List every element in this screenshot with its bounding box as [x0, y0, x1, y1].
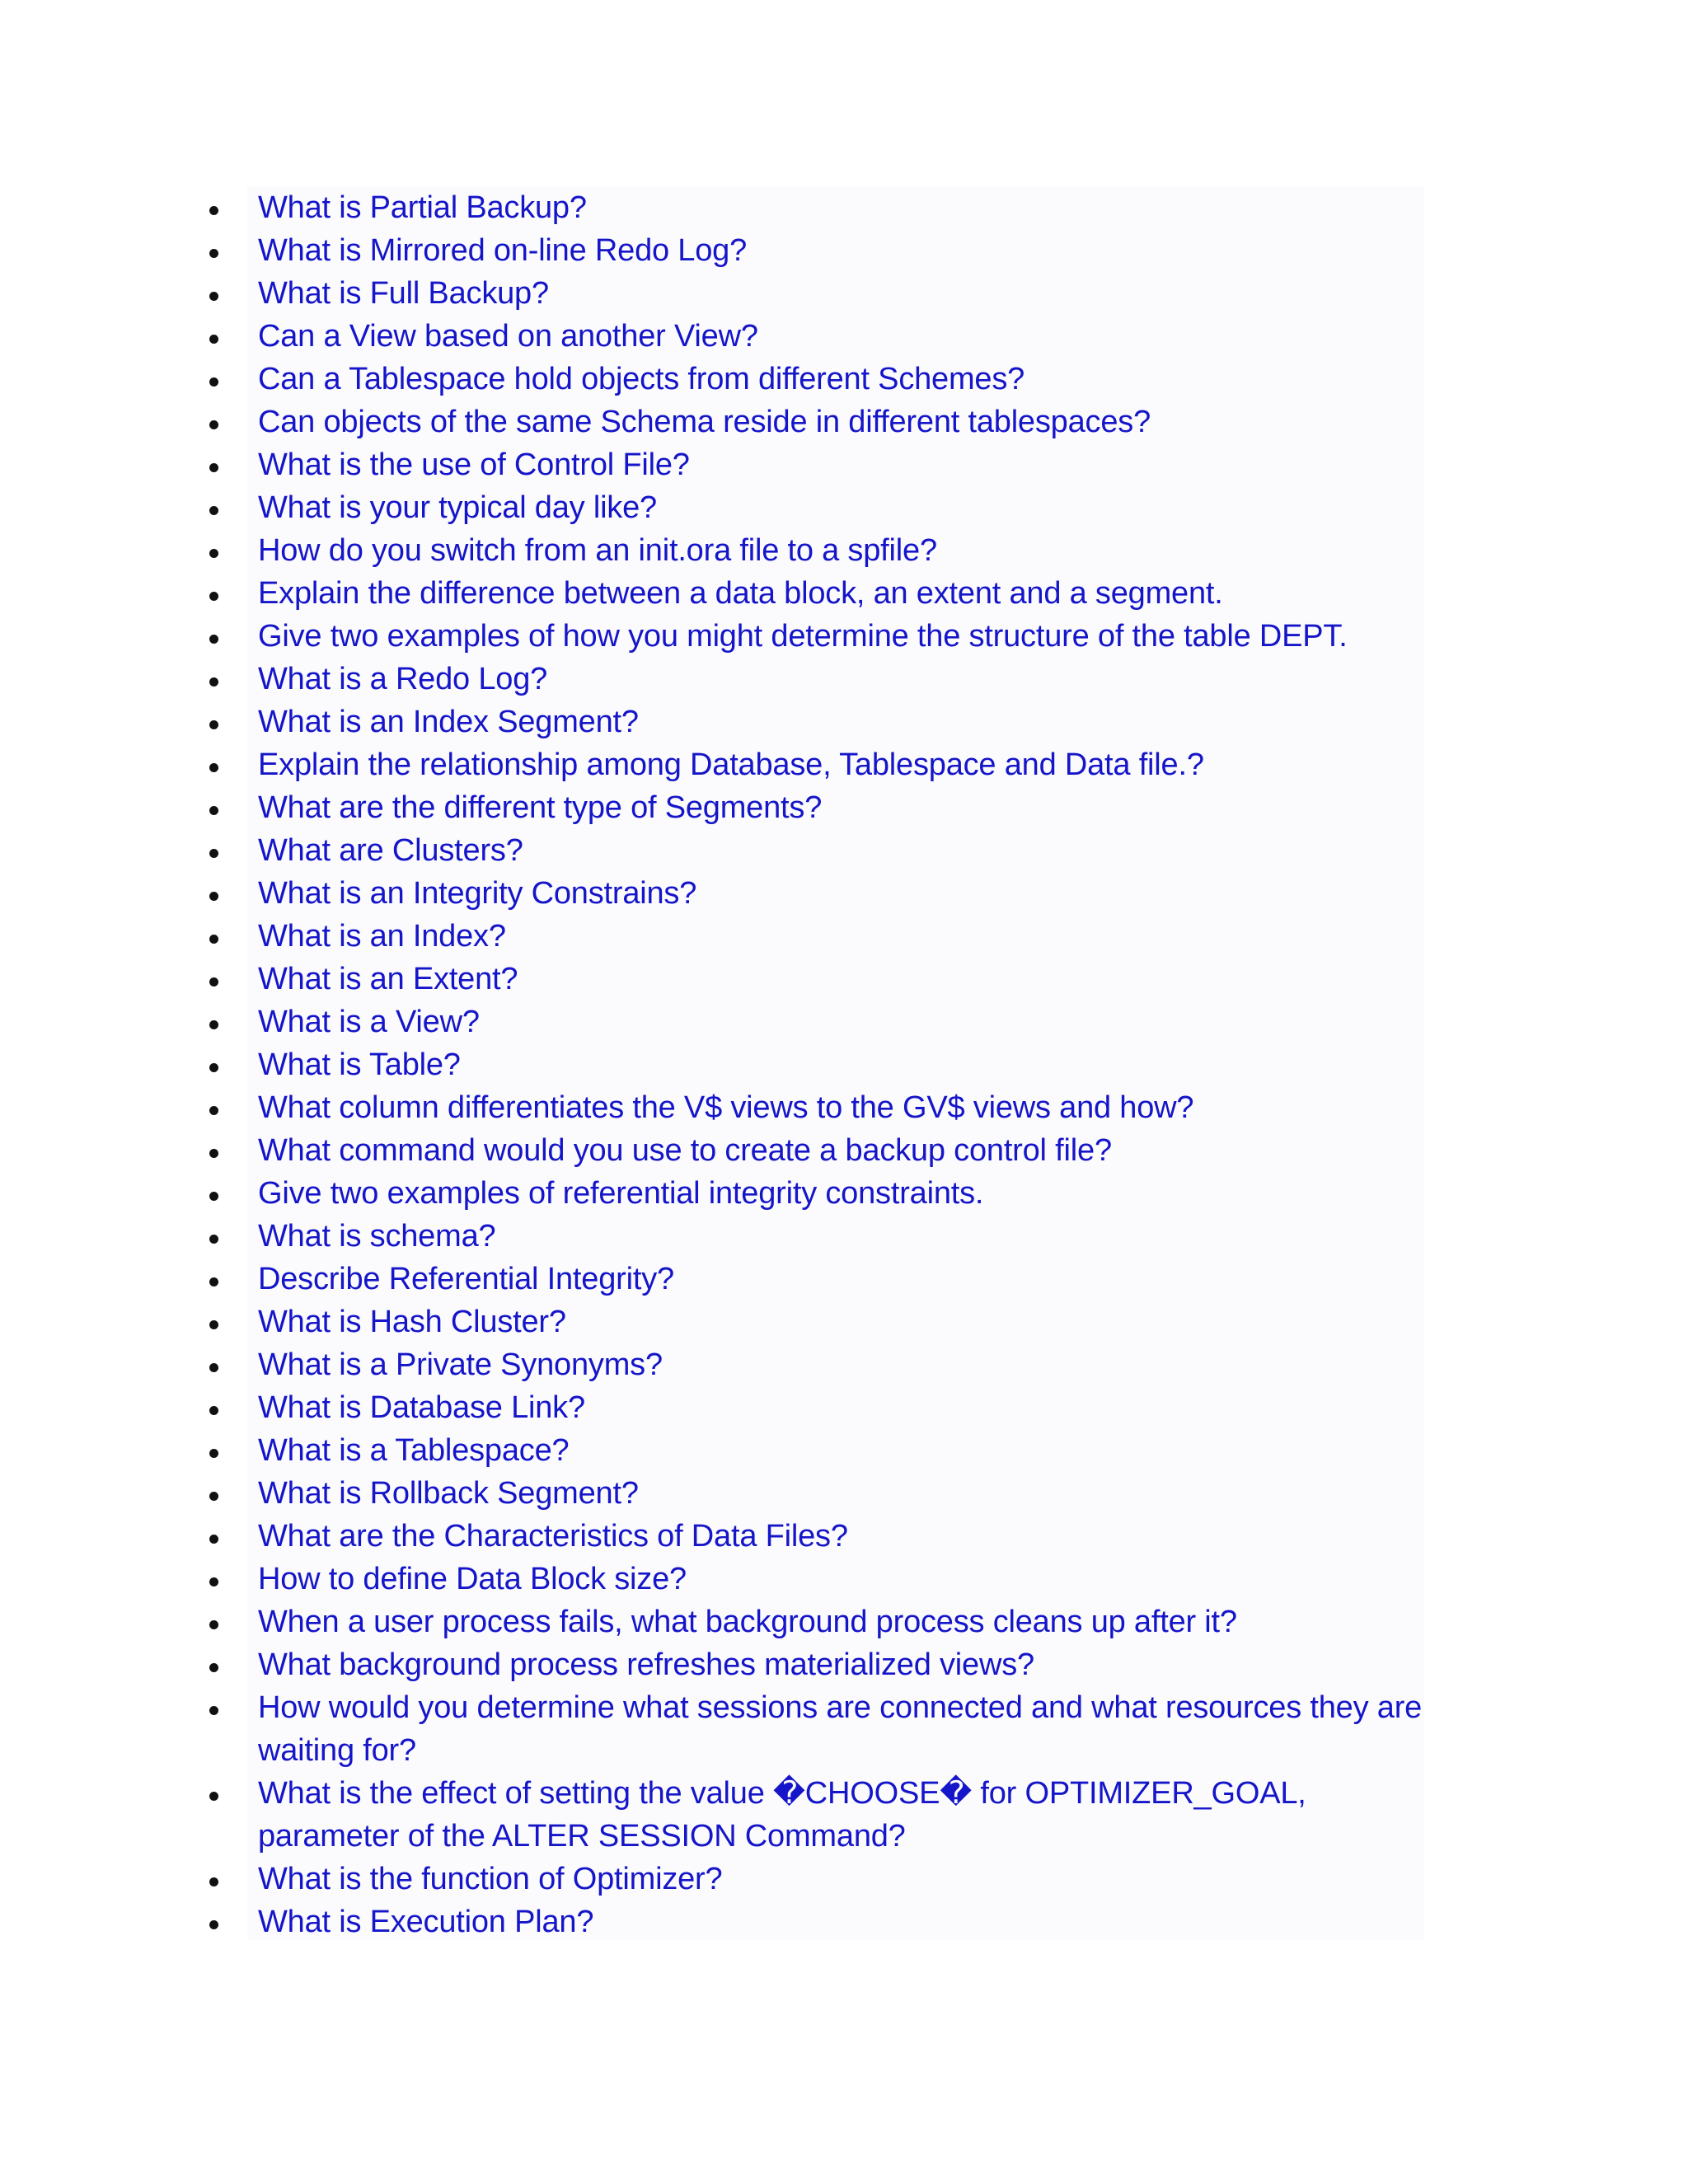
question-item — [0, 572, 1428, 615]
bullet-icon — [209, 1920, 218, 1929]
question-link[interactable]: How would you determine what sessions are connected and what resources they are waiting for? — [258, 1690, 1423, 1768]
question-item — [0, 743, 1428, 786]
bullet-icon — [209, 977, 218, 987]
bullet-icon — [209, 1877, 218, 1886]
question-link[interactable]: What is the function of Optimizer? — [258, 1862, 723, 1896]
question-link[interactable]: What is Execution Plan? — [258, 1905, 594, 1939]
bullet-icon — [209, 677, 218, 687]
question-item — [0, 872, 1428, 915]
question-item — [0, 443, 1428, 486]
question-item — [0, 1900, 1428, 1943]
bullet-icon — [209, 935, 218, 944]
question-link[interactable]: Give two examples of referential integrity constraints. — [258, 1176, 984, 1211]
bullet-icon — [209, 1235, 218, 1244]
question-item — [0, 1686, 1428, 1772]
question-item — [0, 401, 1428, 443]
bullet-icon — [209, 1063, 218, 1072]
bullet-icon — [209, 1620, 218, 1629]
bullet-icon — [209, 1149, 218, 1158]
question-link[interactable]: Explain the relationship among Database, Tablespace and Data file.? — [258, 748, 1204, 782]
question-item — [0, 1643, 1428, 1686]
question-item — [0, 786, 1428, 829]
question-item — [0, 1343, 1428, 1386]
question-link[interactable]: What is a View? — [258, 1005, 480, 1039]
question-link[interactable]: What is an Integrity Constrains? — [258, 876, 697, 911]
bullet-icon — [209, 1449, 218, 1458]
question-item — [0, 1386, 1428, 1429]
question-link[interactable]: What is Table? — [258, 1047, 461, 1082]
bullet-icon — [209, 463, 218, 472]
question-link[interactable]: What is Full Backup? — [258, 276, 549, 311]
question-item — [0, 1515, 1428, 1558]
question-item — [0, 1472, 1428, 1515]
question-list — [0, 186, 1688, 1943]
question-item — [0, 358, 1428, 401]
question-item — [0, 1086, 1428, 1129]
bullet-icon — [209, 763, 218, 772]
bullet-icon — [209, 249, 218, 258]
question-link[interactable]: What are Clusters? — [258, 833, 523, 868]
question-link[interactable]: What is Partial Backup? — [258, 190, 587, 225]
bullet-icon — [209, 1492, 218, 1501]
bullet-icon — [209, 806, 218, 815]
question-link[interactable]: What is schema? — [258, 1219, 496, 1254]
question-link[interactable]: What is a Redo Log? — [258, 662, 548, 696]
question-item — [0, 529, 1428, 572]
question-link[interactable]: What is a Private Synonyms? — [258, 1347, 663, 1382]
question-link[interactable]: What is Hash Cluster? — [258, 1305, 566, 1339]
bullet-icon — [209, 1663, 218, 1672]
question-link[interactable]: What is Database Link? — [258, 1390, 585, 1425]
question-item — [0, 658, 1428, 701]
question-item — [0, 1858, 1428, 1900]
bullet-icon — [209, 420, 218, 429]
bullet-icon — [209, 1106, 218, 1115]
bullet-icon — [209, 292, 218, 301]
bullet-icon — [209, 1406, 218, 1415]
question-item — [0, 186, 1428, 229]
question-item — [0, 1129, 1428, 1172]
bullet-icon — [209, 1192, 218, 1201]
question-item — [0, 1258, 1428, 1301]
question-item — [0, 829, 1428, 872]
question-item — [0, 1215, 1428, 1258]
bullet-icon — [209, 1020, 218, 1029]
bullet-icon — [209, 1363, 218, 1372]
question-link[interactable]: How do you switch from an init.ora file to a spfile? — [258, 533, 937, 568]
bullet-icon — [209, 377, 218, 387]
question-link[interactable]: How to define Data Block size? — [258, 1562, 687, 1596]
question-item — [0, 272, 1428, 315]
question-link[interactable]: What is your typical day like? — [258, 490, 657, 525]
question-link[interactable]: What is a Tablespace? — [258, 1433, 570, 1468]
question-item — [0, 1043, 1428, 1086]
question-item — [0, 315, 1428, 358]
bullet-icon — [209, 720, 218, 729]
bullet-icon — [209, 1792, 218, 1801]
question-item — [0, 1001, 1428, 1043]
question-link[interactable]: What background process refreshes materialized views? — [258, 1647, 1034, 1682]
question-item — [0, 229, 1428, 272]
question-link[interactable]: What is Rollback Segment? — [258, 1476, 639, 1511]
bullet-icon — [209, 206, 218, 215]
question-item — [0, 615, 1428, 658]
question-link[interactable]: Can objects of the same Schema reside in different tablespaces? — [258, 405, 1151, 439]
question-item — [0, 958, 1428, 1001]
question-link[interactable]: What is an Index? — [258, 919, 506, 954]
question-item — [0, 1172, 1428, 1215]
question-item — [0, 486, 1428, 529]
question-item — [0, 915, 1428, 958]
bullet-icon — [209, 1577, 218, 1586]
question-link[interactable]: What command would you use to create a backup control file? — [258, 1133, 1112, 1168]
question-item — [0, 1772, 1428, 1858]
question-link[interactable]: What is an Index Segment? — [258, 705, 639, 739]
question-item — [0, 1558, 1428, 1601]
bullet-icon — [209, 849, 218, 858]
question-item — [0, 1601, 1428, 1643]
bullet-icon — [209, 592, 218, 601]
bullet-icon — [209, 506, 218, 515]
question-link[interactable]: Give two examples of how you might determine the structure of the table DEPT. — [258, 619, 1348, 654]
bullet-icon — [209, 892, 218, 901]
question-link[interactable]: What are the Characteristics of Data Files? — [258, 1519, 848, 1554]
bullet-icon — [209, 1277, 218, 1286]
question-link[interactable]: What is an Extent? — [258, 962, 518, 996]
bullet-icon — [209, 635, 218, 644]
question-link[interactable]: When a user process fails, what background process cleans up after it? — [258, 1605, 1237, 1639]
question-item — [0, 701, 1428, 743]
question-link[interactable]: What column differentiates the V$ views to the GV$ views and how? — [258, 1090, 1194, 1125]
question-link[interactable]: What is the effect of setting the value �CHOOSE� for OPTIMIZER_GOAL, parameter of the ALTER SESSION Command? — [258, 1776, 1306, 1854]
question-link[interactable]: What is Mirrored on-line Redo Log? — [258, 233, 748, 268]
bullet-icon — [209, 1320, 218, 1329]
bullet-icon — [209, 1535, 218, 1544]
question-item — [0, 1429, 1428, 1472]
question-link[interactable]: Explain the difference between a data block, an extent and a segment. — [258, 576, 1223, 611]
bullet-icon — [209, 335, 218, 344]
question-link[interactable]: What are the different type of Segments? — [258, 790, 823, 825]
bullet-icon — [209, 1706, 218, 1715]
question-link[interactable]: Can a View based on another View? — [258, 319, 758, 354]
question-link[interactable]: Can a Tablespace hold objects from different Schemes? — [258, 362, 1025, 396]
question-item — [0, 1301, 1428, 1343]
question-link[interactable]: What is the use of Control File? — [258, 448, 690, 482]
bullet-icon — [209, 549, 218, 558]
question-link[interactable]: Describe Referential Integrity? — [258, 1262, 674, 1296]
